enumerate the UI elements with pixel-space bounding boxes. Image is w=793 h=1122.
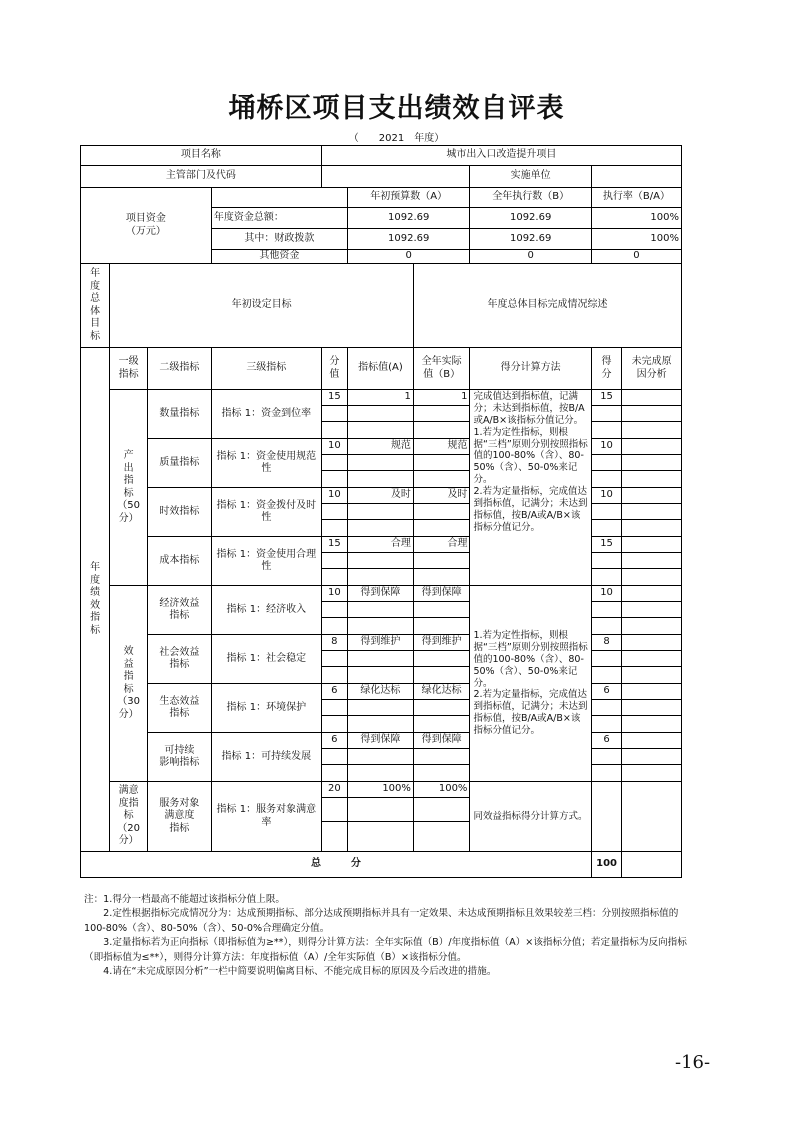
target-cell: 得到维护 bbox=[347, 635, 413, 651]
funds-header-a: 年初预算数（A） bbox=[347, 188, 469, 208]
row-total bbox=[81, 852, 682, 878]
goals-initial-label: 年初设定目标 bbox=[110, 264, 414, 348]
blank-cell bbox=[413, 716, 470, 733]
row-project-name bbox=[81, 146, 682, 166]
blank-cell bbox=[622, 422, 682, 439]
blank-cell bbox=[347, 471, 413, 488]
footnotes bbox=[84, 893, 694, 979]
row-output-0a bbox=[81, 390, 682, 406]
target-cell: 绿化达标 bbox=[347, 684, 413, 700]
blank-cell bbox=[321, 700, 347, 716]
header-actual: 全年实际 值（B） bbox=[413, 348, 470, 390]
got-cell: 10 bbox=[591, 586, 621, 602]
blank-cell bbox=[591, 765, 621, 782]
blank-cell bbox=[347, 602, 413, 618]
blank-cell bbox=[321, 553, 347, 569]
reason-cell bbox=[622, 488, 682, 504]
funds-row-label: 年度资金总额： bbox=[211, 208, 347, 229]
satis-method: 同效益指标得分计算方式。 bbox=[470, 782, 591, 852]
blank-cell bbox=[413, 749, 470, 765]
blank-cell bbox=[347, 765, 413, 782]
blank-cell bbox=[321, 667, 347, 684]
effect-method: 1.若为定性指标，则根据“三档”原则分别按照指标值的100-80%（含）、80-50%（含）、50-0%来记分。 2.若为定量指标，完成值达到指标值，记满分；未达到指标值，按B/A或A/B×该指标分值记分。 bbox=[470, 586, 591, 782]
perf-side-label: 年 度 绩 效 指 标 bbox=[81, 348, 110, 852]
blank-cell bbox=[413, 471, 470, 488]
blank-cell bbox=[321, 569, 347, 586]
blank-cell bbox=[622, 765, 682, 782]
header-method: 得分计算方法 bbox=[470, 348, 591, 390]
blank-cell bbox=[347, 455, 413, 471]
blank-cell bbox=[591, 569, 621, 586]
note-1: 注：1.得分一档最高不能超过该指标分值上限。 bbox=[84, 894, 286, 905]
actual-cell: 1 bbox=[413, 390, 470, 406]
funds-row-a: 1092.69 bbox=[347, 229, 469, 250]
actual-cell: 100% bbox=[413, 782, 470, 798]
header-got: 得 分 bbox=[591, 348, 621, 390]
reason-cell bbox=[622, 537, 682, 553]
note-3: 3.定量指标若为正向指标（即指标值为≥**），则得分计算方法：全年实际值（B）/年度指标值（A）×该指标分值；若定量指标为反向指标（即指标值为≤**），则得分计算方法：年度指标值（A）/全年实际值（B）×该指标分值。 bbox=[84, 937, 687, 963]
lvl3-cell: 指标 1：服务对象满意率 bbox=[211, 782, 321, 852]
actual-cell: 得到保障 bbox=[413, 733, 470, 749]
blank-cell bbox=[347, 822, 413, 852]
blank-cell bbox=[347, 651, 413, 667]
blank-cell bbox=[622, 569, 682, 586]
blank-cell bbox=[622, 716, 682, 733]
lvl3-cell: 指标 1：环境保护 bbox=[211, 684, 321, 733]
lvl2-cell: 经济效益 指标 bbox=[148, 586, 212, 635]
blank-cell bbox=[622, 602, 682, 618]
blank-cell bbox=[321, 520, 347, 537]
funds-header-b: 全年执行数（B） bbox=[470, 188, 591, 208]
blank-cell bbox=[347, 700, 413, 716]
blank-cell bbox=[321, 651, 347, 667]
reason-cell bbox=[622, 733, 682, 749]
row-satis-a bbox=[81, 782, 682, 798]
blank-cell bbox=[413, 618, 470, 635]
lvl3-cell: 指标 1：社会稳定 bbox=[211, 635, 321, 684]
reason-cell bbox=[622, 782, 682, 852]
effect-label: 效 益 指 标 （30 分） bbox=[110, 586, 148, 782]
blank-cell bbox=[347, 716, 413, 733]
lvl3-cell: 指标 1：可持续发展 bbox=[211, 733, 321, 782]
funds-row-rate: 0 bbox=[591, 250, 681, 264]
funds-row-a: 1092.69 bbox=[347, 208, 469, 229]
score-cell: 15 bbox=[321, 537, 347, 553]
funds-header-rate: 执行率（B/A） bbox=[591, 188, 681, 208]
year-line bbox=[0, 129, 793, 144]
blank-cell bbox=[413, 602, 470, 618]
output-label: 产 出 指 标 （50 分） bbox=[110, 390, 148, 586]
blank-cell bbox=[347, 749, 413, 765]
blank-cell bbox=[321, 422, 347, 439]
blank-cell bbox=[413, 504, 470, 520]
total-value: 100 bbox=[591, 852, 621, 878]
year-text: （ 2021 年度） bbox=[348, 133, 445, 144]
funds-row-label: 其他资金 bbox=[211, 250, 347, 264]
target-cell: 规范 bbox=[347, 439, 413, 455]
target-cell: 得到保障 bbox=[347, 586, 413, 602]
row-effect-1a bbox=[81, 635, 682, 651]
blank-cell bbox=[321, 618, 347, 635]
blank-cell bbox=[591, 716, 621, 733]
funds-row-a: 0 bbox=[347, 250, 469, 264]
blank-cell bbox=[347, 569, 413, 586]
blank-cell bbox=[622, 553, 682, 569]
page-title: 埇桥区项目支出绩效自评表 bbox=[228, 93, 565, 124]
blank-cell bbox=[413, 798, 470, 822]
blank-cell bbox=[321, 798, 347, 822]
blank-cell bbox=[347, 798, 413, 822]
goals-summary-label: 年度总体目标完成情况综述 bbox=[413, 264, 681, 348]
goals-side-label: 年 度 总 体 目 标 bbox=[81, 264, 110, 348]
lvl2-cell: 生态效益 指标 bbox=[148, 684, 212, 733]
reason-cell bbox=[622, 439, 682, 455]
impl-label: 实施单位 bbox=[470, 166, 591, 188]
page-number: -16- bbox=[675, 1052, 711, 1073]
blank-cell bbox=[622, 749, 682, 765]
blank-cell bbox=[622, 471, 682, 488]
reason-cell bbox=[622, 390, 682, 406]
lvl3-cell: 指标 1：资金拨付及时性 bbox=[211, 488, 321, 537]
blank-cell bbox=[591, 749, 621, 765]
row-perf-header bbox=[81, 348, 682, 390]
target-cell: 及时 bbox=[347, 488, 413, 504]
lvl2-cell: 质量指标 bbox=[148, 439, 212, 488]
blank-cell bbox=[347, 553, 413, 569]
funds-row-b: 1092.69 bbox=[470, 208, 591, 229]
note-4: 4.请在“未完成原因分析”一栏中简要说明偏离目标、不能完成目标的原因及今后改进的措施。 bbox=[84, 965, 497, 977]
funds-blank bbox=[211, 188, 347, 208]
blank-cell bbox=[591, 651, 621, 667]
blank-cell bbox=[591, 553, 621, 569]
blank-cell bbox=[591, 602, 621, 618]
blank-cell bbox=[347, 618, 413, 635]
row-effect-2a bbox=[81, 684, 682, 700]
got-cell: 6 bbox=[591, 733, 621, 749]
reason-cell bbox=[622, 684, 682, 700]
row-effect-3a bbox=[81, 733, 682, 749]
header-lvl2: 二级指标 bbox=[148, 348, 212, 390]
header-target: 指标值(A) bbox=[347, 348, 413, 390]
blank-cell bbox=[413, 520, 470, 537]
output-method: 完成值达到指标值，记满分；未达到指标值，按B/A或A/B×该指标分值记分。 1.若为定性指标，则根据“三档”原则分别按照指标值的100-80%（含）、80-50%（含）、50-0%来记分。 2.若为定量指标，完成值达到指标值，记满分；未达到指标值，按B/A或A/B×该指标分值记分。 bbox=[470, 390, 591, 586]
actual-cell: 规范 bbox=[413, 439, 470, 455]
blank-cell bbox=[321, 749, 347, 765]
blank-cell bbox=[413, 667, 470, 684]
got-cell: 15 bbox=[591, 537, 621, 553]
target-cell: 合理 bbox=[347, 537, 413, 553]
got-cell: 10 bbox=[591, 439, 621, 455]
score-cell: 8 bbox=[321, 635, 347, 651]
row-output-2a bbox=[81, 488, 682, 504]
header-lvl3: 三级指标 bbox=[211, 348, 321, 390]
target-cell: 100% bbox=[347, 782, 413, 798]
blank-cell bbox=[413, 422, 470, 439]
row-dept bbox=[81, 166, 682, 188]
blank-cell bbox=[591, 471, 621, 488]
lvl2-cell: 数量指标 bbox=[148, 390, 212, 439]
blank-cell bbox=[622, 700, 682, 716]
blank-cell bbox=[591, 618, 621, 635]
row-output-1a bbox=[81, 439, 682, 455]
blank-cell bbox=[591, 504, 621, 520]
funds-label: 项目资金 （万元） bbox=[81, 188, 212, 264]
blank-cell bbox=[413, 700, 470, 716]
score-cell: 6 bbox=[321, 733, 347, 749]
score-cell: 10 bbox=[321, 488, 347, 504]
blank-cell bbox=[347, 504, 413, 520]
reason-cell bbox=[622, 635, 682, 651]
target-cell: 1 bbox=[347, 390, 413, 406]
actual-cell: 及时 bbox=[413, 488, 470, 504]
score-cell: 10 bbox=[321, 586, 347, 602]
got-cell bbox=[591, 782, 621, 852]
blank-cell bbox=[347, 406, 413, 422]
impl-value bbox=[591, 166, 681, 188]
row-funds-header bbox=[81, 188, 682, 208]
lvl2-cell: 可持续 影响指标 bbox=[148, 733, 212, 782]
funds-row-rate: 100% bbox=[591, 229, 681, 250]
blank-cell bbox=[591, 422, 621, 439]
blank-cell bbox=[413, 822, 470, 852]
blank-cell bbox=[321, 406, 347, 422]
got-cell: 8 bbox=[591, 635, 621, 651]
lvl3-cell: 指标 1：经济收入 bbox=[211, 586, 321, 635]
blank-cell bbox=[622, 667, 682, 684]
blank-cell bbox=[591, 667, 621, 684]
blank-cell bbox=[321, 455, 347, 471]
blank-cell bbox=[622, 618, 682, 635]
row-effect-0a bbox=[81, 586, 682, 602]
blank-cell bbox=[591, 455, 621, 471]
funds-row-b: 1092.69 bbox=[470, 229, 591, 250]
reason-cell bbox=[622, 586, 682, 602]
blank-cell bbox=[622, 651, 682, 667]
row-overall-goals bbox=[81, 264, 682, 348]
funds-row-b: 0 bbox=[470, 250, 591, 264]
lvl2-cell: 服务对象 满意度 指标 bbox=[148, 782, 212, 852]
got-cell: 6 bbox=[591, 684, 621, 700]
blank-cell bbox=[347, 667, 413, 684]
blank-cell bbox=[347, 422, 413, 439]
row-output-3a bbox=[81, 537, 682, 553]
target-cell: 得到保障 bbox=[347, 733, 413, 749]
blank-cell bbox=[413, 553, 470, 569]
blank-cell bbox=[413, 406, 470, 422]
evaluation-table bbox=[80, 145, 682, 878]
lvl2-cell: 社会效益 指标 bbox=[148, 635, 212, 684]
score-cell: 15 bbox=[321, 390, 347, 406]
dept-value bbox=[321, 166, 470, 188]
blank-cell bbox=[622, 520, 682, 537]
got-cell: 10 bbox=[591, 488, 621, 504]
got-cell: 15 bbox=[591, 390, 621, 406]
lvl3-cell: 指标 1：资金使用合理性 bbox=[211, 537, 321, 586]
lvl3-cell: 指标 1：资金使用规范性 bbox=[211, 439, 321, 488]
actual-cell: 得到保障 bbox=[413, 586, 470, 602]
blank-cell bbox=[413, 455, 470, 471]
blank-cell bbox=[413, 765, 470, 782]
lvl2-cell: 成本指标 bbox=[148, 537, 212, 586]
blank-cell bbox=[591, 520, 621, 537]
funds-row-label: 其中：财政拨款 bbox=[211, 229, 347, 250]
score-cell: 10 bbox=[321, 439, 347, 455]
header-reason: 未完成原 因分析 bbox=[622, 348, 682, 390]
blank-cell bbox=[622, 406, 682, 422]
actual-cell: 合理 bbox=[413, 537, 470, 553]
lvl3-cell: 指标 1：资金到位率 bbox=[211, 390, 321, 439]
blank-cell bbox=[321, 504, 347, 520]
total-label: 总 分 bbox=[81, 852, 592, 878]
blank-cell bbox=[321, 471, 347, 488]
blank-cell bbox=[321, 765, 347, 782]
blank-cell bbox=[622, 455, 682, 471]
blank-cell bbox=[622, 504, 682, 520]
blank-cell bbox=[413, 651, 470, 667]
blank-cell bbox=[321, 602, 347, 618]
blank-cell bbox=[347, 520, 413, 537]
score-cell: 6 bbox=[321, 684, 347, 700]
header-lvl1: 一级 指标 bbox=[110, 348, 148, 390]
actual-cell: 得到维护 bbox=[413, 635, 470, 651]
dept-label: 主管部门及代码 bbox=[81, 166, 322, 188]
project-name-value: 城市出入口改造提升项目 bbox=[321, 146, 681, 166]
blank-cell bbox=[321, 716, 347, 733]
header-score: 分 值 bbox=[321, 348, 347, 390]
note-2: 2.定性根据指标完成情况分为：达成预期指标、部分达成预期指标并具有一定效果、未达成预期指标且效果较差三档：分别按照指标值的 100-80%（含）、80-50%（含）、50-0%合理确定分值。 bbox=[84, 908, 679, 934]
funds-row-rate: 100% bbox=[591, 208, 681, 229]
score-cell: 20 bbox=[321, 782, 347, 798]
blank-cell bbox=[591, 406, 621, 422]
blank-cell bbox=[321, 822, 347, 852]
lvl2-cell: 时效指标 bbox=[148, 488, 212, 537]
blank-cell bbox=[591, 700, 621, 716]
total-reason bbox=[622, 852, 682, 878]
actual-cell: 绿化达标 bbox=[413, 684, 470, 700]
project-name-label: 项目名称 bbox=[81, 146, 322, 166]
satis-label: 满意 度指 标 （20 分） bbox=[110, 782, 148, 852]
blank-cell bbox=[413, 569, 470, 586]
